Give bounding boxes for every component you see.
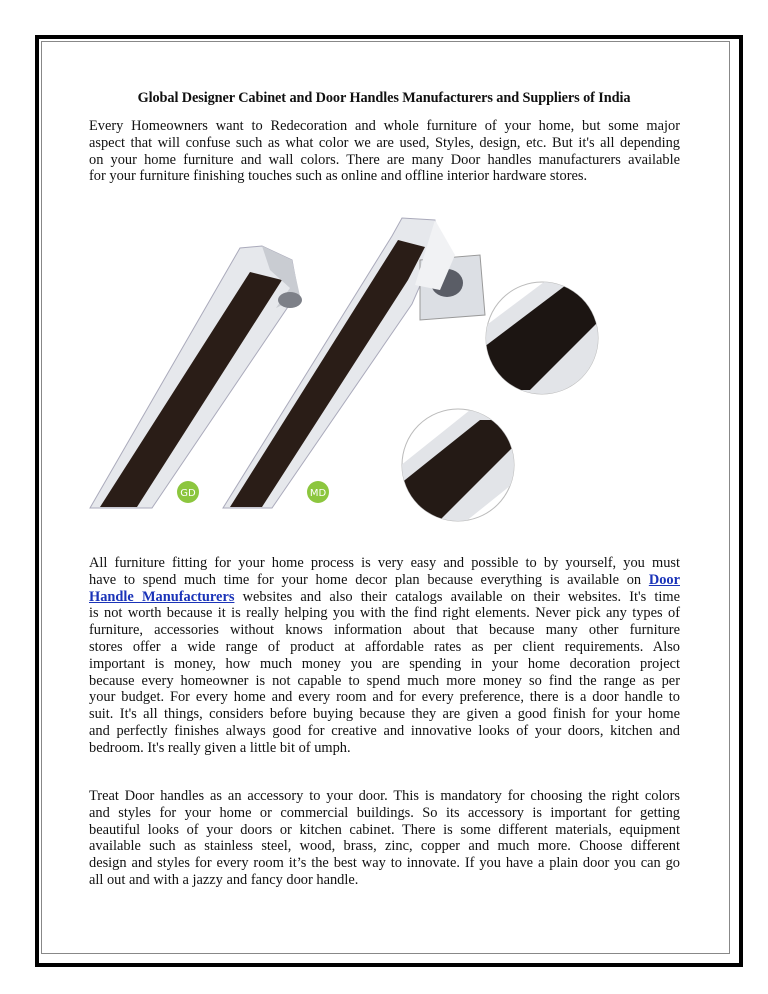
text-line: available such as stainless steel, wood, brass, zinc, copper and much more. Choose different [89, 838, 680, 855]
gd-badge-label: GD [180, 488, 196, 499]
text-line: because every homeowner is not capable to spend much more money so find the range as per [89, 672, 680, 689]
text-line: is not worth because it is really helping you with the find right elements. Never pick any types of [89, 605, 680, 622]
text-line: All furniture fitting for your home process is very easy and possible to by yourself, you must [89, 555, 680, 571]
body-paragraph-2 [89, 555, 680, 757]
md-badge [307, 481, 329, 503]
text-line: stores offer a wide range of product at affordable rates as per client requirements. Also [89, 638, 680, 655]
text-line: furniture, accessories without knows information about that because many other furniture [89, 622, 680, 639]
md-badge-label: MD [309, 488, 327, 499]
text-line: your budget. For every home and every room and for every preference, there is a door handle to [89, 689, 680, 706]
text-line: and perfectly finishes always good for creative and innovative looks of your doors, kitchen and [89, 722, 680, 739]
text-line: aspect that will confuse such as what color we are used, Styles, design, etc. But it's all depending [89, 134, 680, 151]
body-paragraph-3 [89, 788, 680, 889]
text-segment: websites and also their catalogs available on their websites. It's time [234, 588, 680, 605]
texture-zoom-circle-top [480, 270, 640, 410]
text-line: bedroom. It's really given a little bit of umph. [89, 739, 351, 756]
texture-zoom-circle-bottom [395, 409, 530, 530]
text-line: important is money, how much money you are spending in your home decoration project [89, 655, 680, 672]
text-line [89, 589, 680, 606]
text-line: for your furniture finishing touches such as online and offline interior hardware stores. [89, 168, 588, 185]
text-line: Every Homeowners want to Redecoration and whole furniture of your home, but some major [89, 118, 680, 134]
door-handle-manufacturers-link[interactable]: Door [648, 571, 680, 588]
door-handles-image [85, 205, 685, 535]
text-segment: have to spend much time for your home decor plan because everything is available on [89, 571, 642, 588]
text-line: design and styles for every room it’s the best way to innovate. If you have a plain door you can go [89, 855, 680, 872]
text-line: all out and with a jazzy and fancy door handle. [89, 871, 359, 888]
door-handle-manufacturers-link-continued[interactable]: Handle Manufacturers [89, 588, 235, 605]
text-line [89, 572, 680, 589]
text-line: on your home furniture and wall colors. There are many Door handles manufacturers available [89, 151, 680, 168]
text-line: beautiful looks of your doors or kitchen cabinet. There is some different materials, equipment [89, 821, 680, 838]
gd-badge [177, 481, 199, 503]
text-line: and styles for your home or commercial buildings. So its accessory is important for getting [89, 804, 680, 821]
text-line: Treat Door handles as an accessory to your door. This is mandatory for choosing the right colors [89, 788, 680, 804]
intro-paragraph [89, 118, 680, 185]
text-line: suit. It's all things, considers before buying because they are given a good finish for your home [89, 706, 680, 723]
document-title: Global Designer Cabinet and Door Handles Manufacturers and Suppliers of India [137, 90, 631, 106]
